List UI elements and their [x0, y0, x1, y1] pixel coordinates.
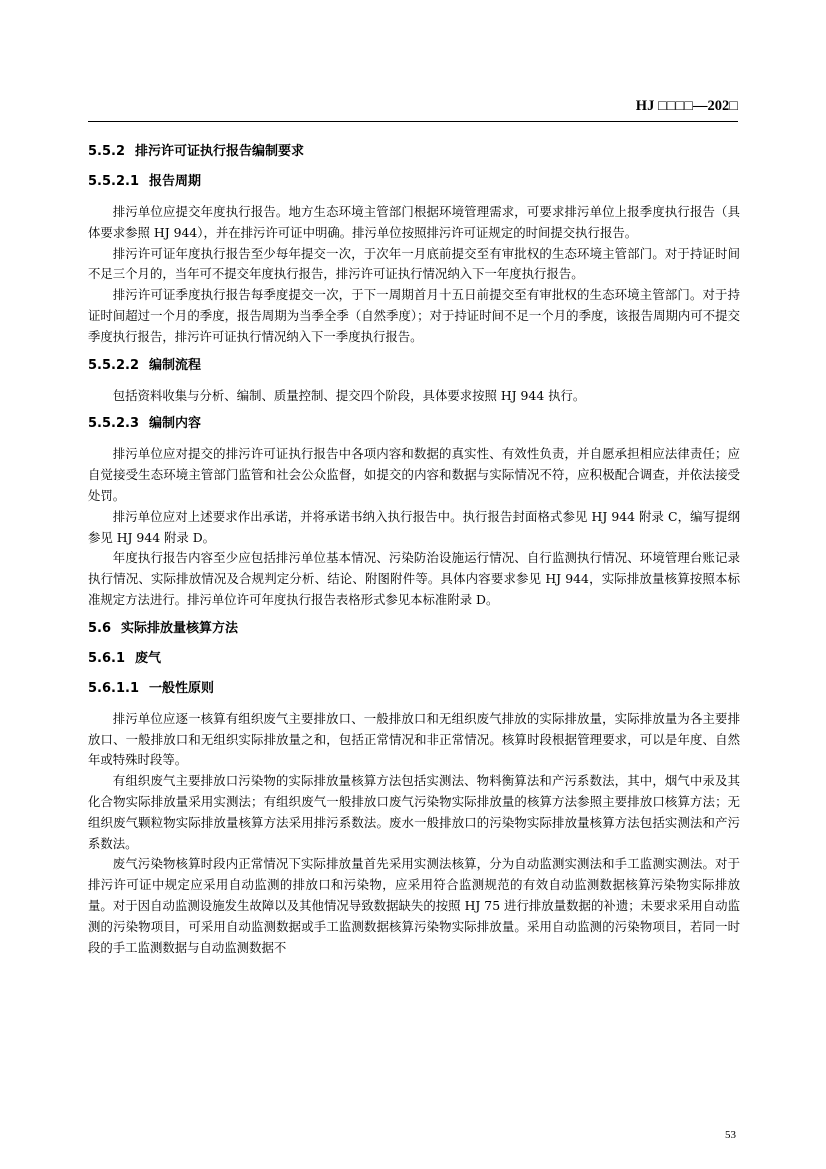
section-title: 废气	[135, 650, 162, 666]
section-heading-5-6-1	[88, 649, 740, 669]
paragraph: 排污单位应逐一核算有组织废气主要排放口、一般排放口和无组织废气排放的实际排放量，实际排放量为各主要排放口、一般排放口和无组织实际排放量之和，包括正常情况和非正常情况。核算时段根据管理要求，可以是年度、自然年或特殊时段等。	[88, 710, 740, 768]
section-heading-5-5-2-3	[88, 414, 740, 434]
section-number: 5.5.2.1	[88, 174, 139, 189]
section-number: 5.6	[88, 620, 112, 636]
paragraph: 排污单位应对上述要求作出承诺，并将承诺书纳入执行报告中。执行报告封面格式参见 HJ 944 附录 C，编写提纲参见 HJ 944 附录 D。	[88, 508, 740, 545]
document-body	[88, 136, 740, 958]
paragraph: 废气污染物核算时段内正常情况下实际排放量首先采用实测法核算，分为自动监测实测法和手工监测实测法。对于排污许可证中规定应采用自动监测的排放口和污染物，应采用符合监测规范的有效自动监测数据核算污染物实际排放量。对于因自动监测设施发生故障以及其他情况导致数据缺失的按照 HJ 75 进行排放量数据的补遗；未要求采用自动监测的污染物项目，可采用自动监测数据或手工监测数据核算污染物实际排放量。采用自动监测的污染物项目，若同一时段的手工监测数据与自动监测数据不	[88, 856, 740, 955]
paragraph: 包括资料收集与分析、编制、质量控制、提交四个阶段，具体要求按照 HJ 944 执行。	[112, 387, 586, 403]
document-code-header: HJ □□□□—202□	[635, 98, 738, 114]
section-heading-5-5-2-1	[88, 172, 740, 192]
section-heading-5-6-1-1	[88, 679, 740, 699]
section-title: 实际排放量核算方法	[121, 620, 239, 636]
section-title: 一般性原则	[149, 680, 215, 696]
section-number: 5.5.2.3	[88, 416, 139, 432]
page-number: 53	[725, 1129, 736, 1141]
section-title: 编制内容	[149, 416, 202, 432]
section-heading-5-6	[88, 619, 740, 639]
section-title: 报告周期	[149, 174, 202, 189]
paragraph: 排污许可证年度执行报告至少每年提交一次，于次年一月底前提交至有审批权的生态环境主管部门。对于持证时间不足三个月的，当年可不提交年度执行报告，排污许可证执行情况纳入下一年度执行报告。	[88, 245, 740, 282]
section-heading-5-5-2	[88, 142, 740, 162]
header-rule	[88, 121, 738, 122]
section-number: 5.5.2.2	[88, 357, 139, 373]
section-title: 编制流程	[149, 357, 202, 373]
section-number: 5.6.1.1	[88, 680, 139, 696]
paragraph: 年度执行报告内容至少应包括排污单位基本情况、污染防治设施运行情况、自行监测执行情况、环境管理台账记录执行情况、实际排放情况及合规判定分析、结论、附图附件等。具体内容要求参见 HJ 944，实际排放量核算按照本标准规定方法进行。排污单位许可年度执行报告表格形式参见本标准附录 D。	[88, 550, 740, 607]
section-number: 5.6.1	[88, 650, 126, 666]
paragraph: 排污单位应对提交的排污许可证执行报告中各项内容和数据的真实性、有效性负责，并自愿承担相应法律责任；应自觉接受生态环境主管部门监管和社会公众监督，如提交的内容和数据与实际情况不符，应积极配合调查，并依法接受处罚。	[88, 446, 740, 503]
section-title: 排污许可证执行报告编制要求	[135, 144, 305, 159]
paragraph: 排污许可证季度执行报告每季度提交一次，于下一周期首月十五日前提交至有审批权的生态环境主管部门。对于持证时间超过一个月的季度，报告周期为当季全季（自然季度）；对于持证时间不足一个月的季度，该报告周期内可不提交季度执行报告，排污许可证执行情况纳入下一季度执行报告。	[88, 287, 740, 344]
section-heading-5-5-2-2	[88, 356, 740, 376]
paragraph: 有组织废气主要排放口污染物的实际排放量核算方法包括实测法、物料衡算法和产污系数法，其中，烟气中汞及其化合物实际排放量采用实测法；有组织废气一般排放口废气污染物实际排放量的核算方法参照主要排放口核算方法；无组织废气颗粒物实际排放量核算方法采用排污系数法。废水一般排放口的污染物实际排放量核算方法包括实测法和产污系数法。	[88, 773, 740, 851]
section-number: 5.5.2	[88, 144, 126, 159]
paragraph: 排污单位应提交年度执行报告。地方生态环境主管部门根据环境管理需求，可要求排污单位上报季度执行报告（具体要求参照 HJ 944），并在排污许可证中明确。排污单位按照排污许可证规定的时间提交执行报告。	[88, 204, 740, 240]
